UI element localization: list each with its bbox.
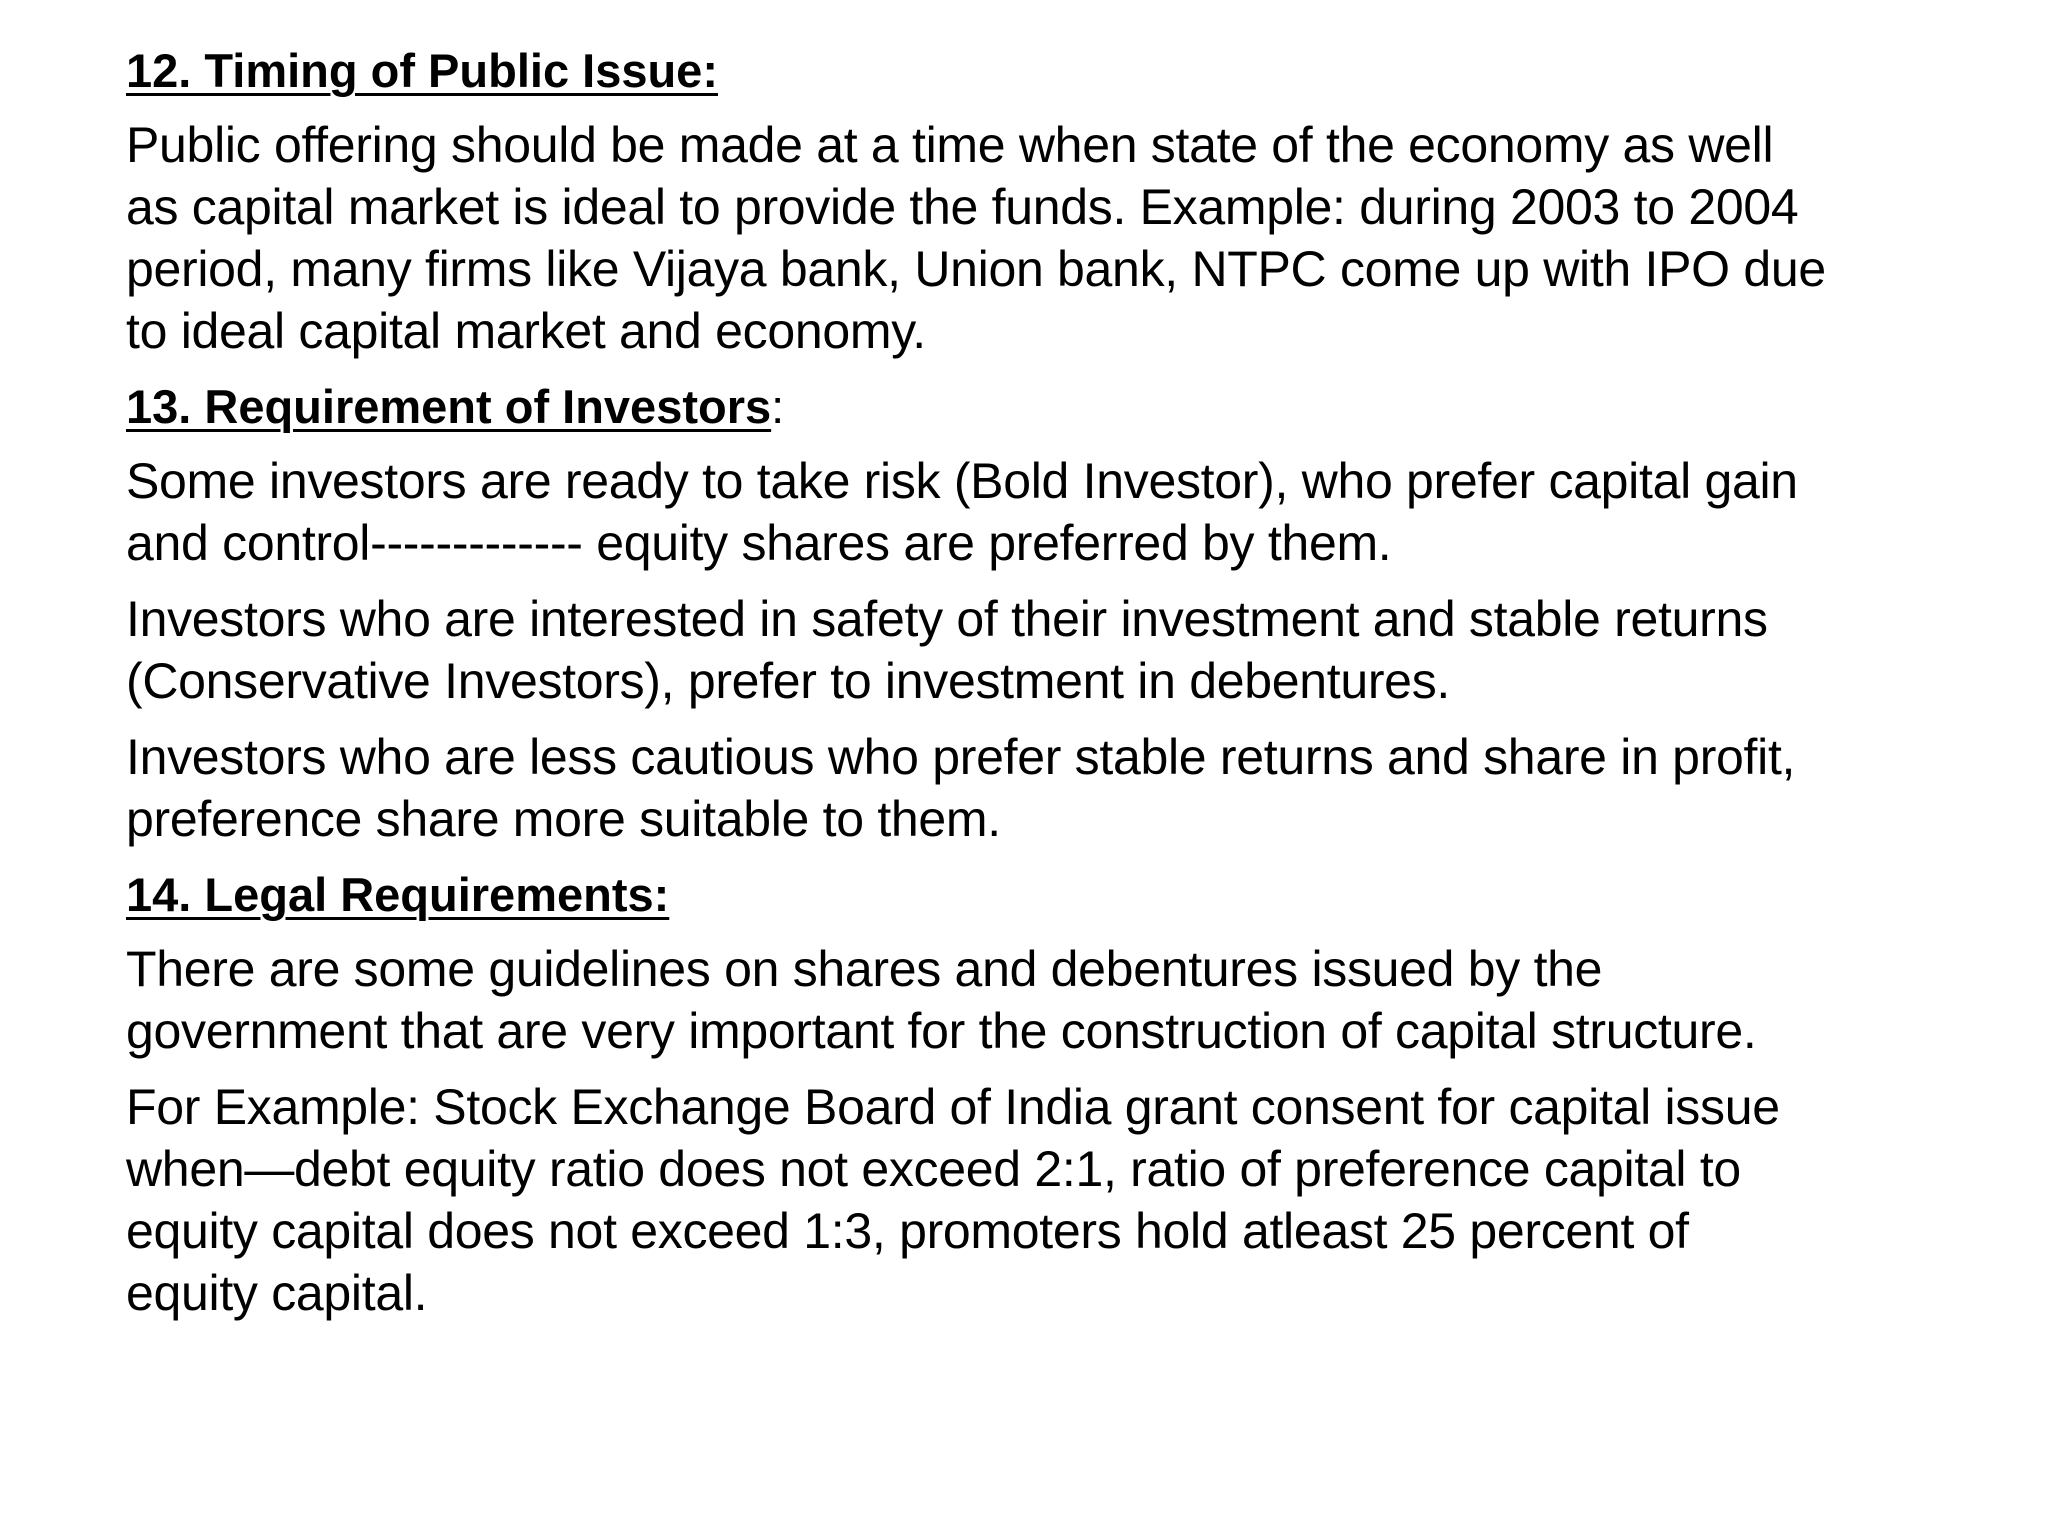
section-heading — [126, 864, 1926, 926]
paragraph — [126, 726, 1926, 850]
paragraph — [126, 450, 1926, 574]
section-legal-requirements — [126, 864, 1926, 1324]
paragraph-line: equity capital does not exceed 1:3, promoters hold atleast 25 percent of — [126, 1203, 1689, 1259]
section-heading — [126, 40, 1926, 102]
paragraph-line: as capital market is ideal to provide the funds. Example: during 2003 to 2004 — [126, 179, 1799, 235]
paragraph-line: There are some guidelines on shares and debentures issued by the — [126, 941, 1603, 997]
section-heading-title: 14. Legal Requirements: — [126, 868, 670, 921]
section-requirement-of-investors — [126, 376, 1926, 850]
paragraph-line: and control------------- equity shares are preferred by them. — [126, 515, 1392, 571]
section-heading-title: 13. Requirement of Investors — [126, 380, 772, 433]
paragraph — [126, 114, 1926, 362]
section-heading-suffix: : — [771, 380, 785, 433]
paragraph-line: Investors who are interested in safety of their investment and stable returns — [126, 591, 1768, 647]
paragraph-line: to ideal capital market and economy. — [126, 303, 926, 359]
paragraph-line: equity capital. — [126, 1265, 428, 1321]
paragraph-line: government that are very important for the construction of capital structure. — [126, 1003, 1757, 1059]
paragraph — [126, 588, 1926, 712]
paragraph-line: For Example: Stock Exchange Board of India grant consent for capital issue — [126, 1079, 1780, 1135]
paragraph-line: Public offering should be made at a time when state of the economy as well — [126, 117, 1774, 173]
section-heading — [126, 376, 1926, 438]
section-timing-of-public-issue — [126, 40, 1926, 362]
paragraph-line: preference share more suitable to them. — [126, 791, 1001, 847]
paragraph-line: Some investors are ready to take risk (Bold Investor), who prefer capital gain — [126, 453, 1798, 509]
slide-content — [126, 40, 1926, 1338]
paragraph-line: Investors who are less cautious who prefer stable returns and share in profit, — [126, 729, 1796, 785]
paragraph-line: when—debt equity ratio does not exceed 2:1, ratio of preference capital to — [126, 1141, 1741, 1197]
paragraph — [126, 1076, 1926, 1324]
paragraph-line: period, many firms like Vijaya bank, Union bank, NTPC come up with IPO due — [126, 241, 1826, 297]
paragraph-line: (Conservative Investors), prefer to investment in debentures. — [126, 653, 1450, 709]
section-heading-title: 12. Timing of Public Issue: — [126, 44, 718, 97]
paragraph — [126, 938, 1926, 1062]
